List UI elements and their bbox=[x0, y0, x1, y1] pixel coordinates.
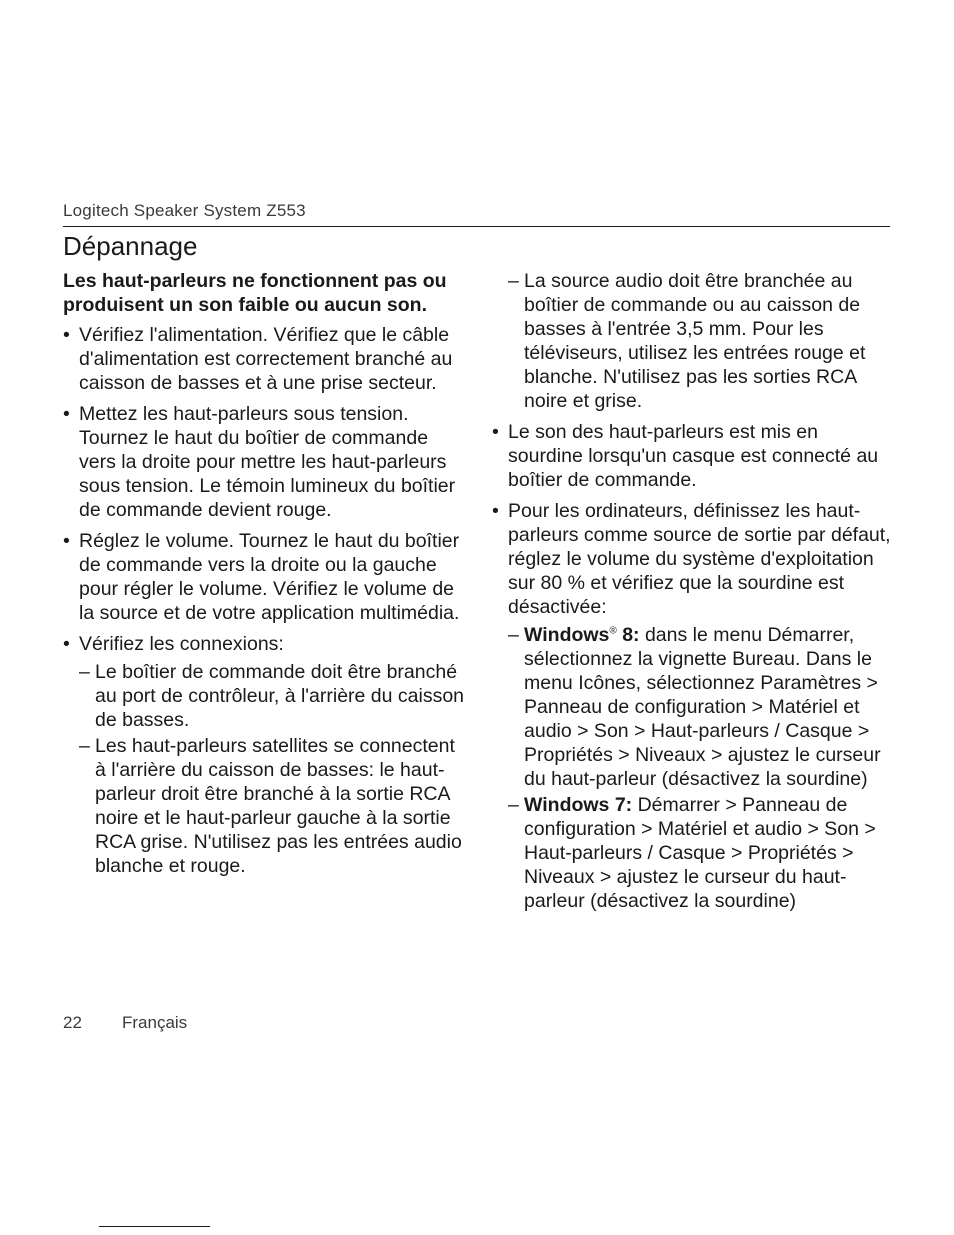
section-title: Dépannage bbox=[63, 231, 198, 261]
bullet-text: Le son des haut-parleurs est mis en sourdine lorsqu'un casque est connecté au boîtier de commande. bbox=[508, 421, 879, 491]
list-item bbox=[63, 402, 468, 522]
bullet-glyph: • bbox=[63, 530, 70, 552]
bullet-text: Vérifiez l'alimentation. Vérifiez que le câble d'alimentation est correctement branché au caisson de basses et à une prise secteur. bbox=[79, 324, 453, 394]
bullet-glyph: • bbox=[492, 500, 499, 522]
bullet-text: Vérifiez les connexions: bbox=[79, 633, 284, 655]
problem-heading: Les haut-parleurs ne fonctionnent pas ou produisent un son faible ou aucun son. bbox=[63, 270, 447, 316]
sub-item-text: Le boîtier de commande doit être branché au port de contrôleur, à l'arrière du caisson de basses. bbox=[95, 661, 465, 731]
bullet-glyph: • bbox=[63, 324, 70, 346]
sub-list-item-windows-7 bbox=[492, 793, 894, 913]
header-product-name: Logitech Speaker System Z553 bbox=[63, 201, 306, 220]
page-number: 22 bbox=[63, 1013, 82, 1032]
bullet-text: Réglez le volume. Tournez le haut du boîtier de commande vers la droite ou la gauche pour régler le volume. Vérifiez le volume de la source et de votre application multimédia. bbox=[79, 530, 460, 624]
sub-item-text: La source audio doit être branchée au boîtier de commande ou au caisson de basses à l'entrée 3,5 mm. Pour les téléviseurs, utilisez les entrées rouge et blanche. N'utilisez pas les sorties RCA noire et grise. bbox=[524, 270, 866, 412]
bullet-text: Mettez les haut-parleurs sous tension. Tournez le haut du boîtier de commande vers la droite pour mettre les haut-parleurs sous tension. Le témoin lumineux du boîtier de commande devient rouge. bbox=[79, 403, 456, 521]
sub-list-item bbox=[63, 734, 468, 878]
windows-8-version: 8: bbox=[616, 624, 640, 646]
dash-glyph: – bbox=[508, 794, 519, 816]
windows-8-text: dans le menu Démarrer, sélectionnez la vignette Bureau. Dans le menu Icônes, sélectionnez Paramètres > Panneau de configuration > Matériel et audio > Son > Haut-parleurs / Casque > Propriétés > Niveaux > ajustez le curseur du haut-parleur (désactivez la sourdine) bbox=[524, 624, 881, 790]
bullet-glyph: • bbox=[63, 403, 70, 425]
windows-7-text: Démarrer > Panneau de configuration > Matériel et audio > Son > Haut-parleurs / Casque > Propriétés > Niveaux > ajustez le curseur du haut-parleur (désactivez la sourdine) bbox=[524, 794, 876, 912]
sub-list-item bbox=[63, 660, 468, 732]
list-item bbox=[492, 420, 894, 492]
dash-glyph: – bbox=[508, 270, 519, 292]
right-column bbox=[492, 269, 894, 915]
windows-8-label: Windows bbox=[524, 624, 610, 646]
bottom-divider bbox=[99, 1226, 210, 1227]
left-column bbox=[63, 269, 468, 880]
sub-list-item-windows-8 bbox=[492, 623, 894, 791]
windows-7-label: Windows 7: bbox=[524, 794, 633, 816]
registered-mark: ® bbox=[609, 625, 617, 637]
footer-language: Français bbox=[122, 1013, 188, 1032]
sub-list-item bbox=[492, 269, 894, 413]
list-item bbox=[63, 529, 468, 625]
bullet-text: Pour les ordinateurs, définissez les haut-parleurs comme source de sortie par défaut, réglez le volume du système d'exploitation sur 80 % et vérifiez que la sourdine est désactivée: bbox=[508, 500, 891, 618]
header-divider bbox=[63, 226, 890, 227]
list-item bbox=[63, 323, 468, 395]
list-item bbox=[492, 499, 894, 619]
sub-item-text: Les haut-parleurs satellites se connectent à l'arrière du caisson de basses: le haut-parleur droit être branché à la sortie RCA noire et le haut-parleur gauche à la sortie RCA grise. N'utilisez pas les entrées audio blanche et rouge. bbox=[95, 735, 462, 877]
list-item bbox=[63, 632, 468, 656]
dash-glyph: – bbox=[79, 735, 90, 757]
bullet-glyph: • bbox=[492, 421, 499, 443]
dash-glyph: – bbox=[79, 661, 90, 683]
dash-glyph: – bbox=[508, 624, 519, 646]
bullet-glyph: • bbox=[63, 633, 70, 655]
